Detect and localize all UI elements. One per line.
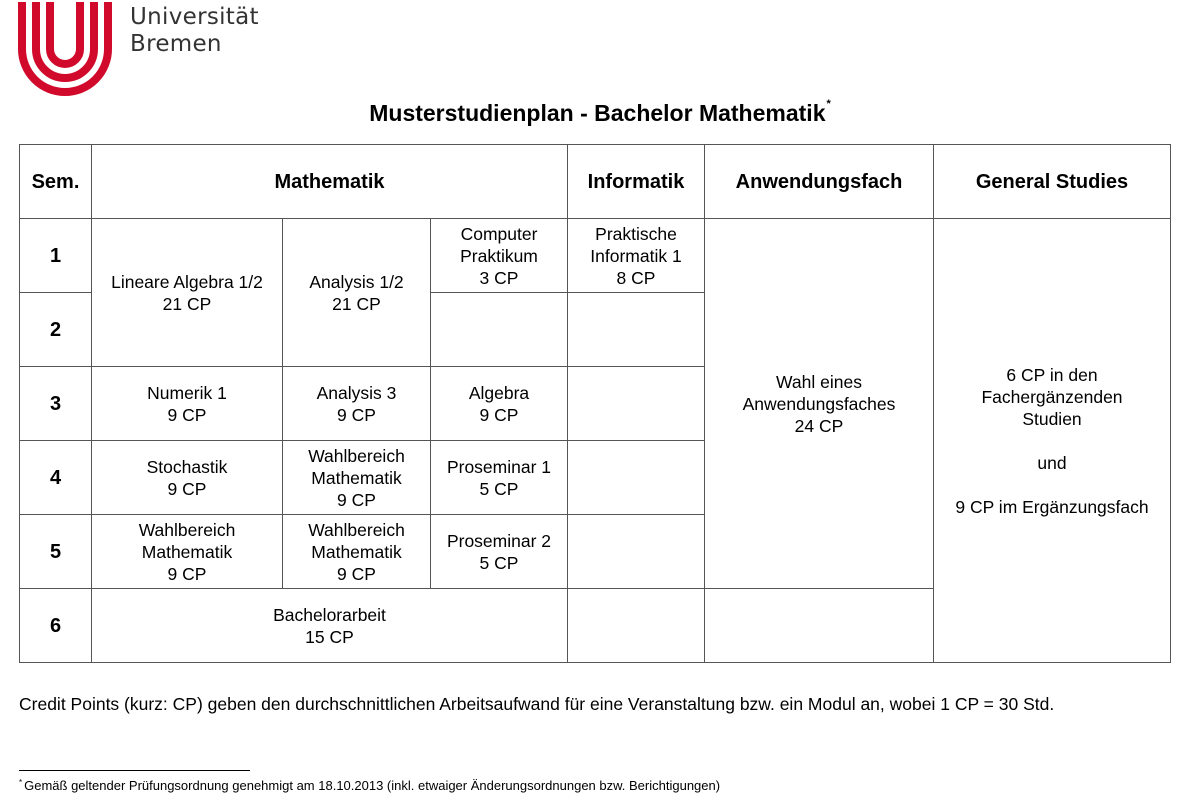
- module-cp: 9 CP: [479, 404, 519, 425]
- module-name: Praktikum: [460, 245, 538, 266]
- module-name: Anwendungsfaches: [742, 393, 896, 414]
- module-general-studies: [934, 219, 1171, 663]
- module-cp: 9 CP: [167, 563, 207, 584]
- module-analysis-3: [283, 367, 431, 441]
- module-name: Informatik 1: [590, 245, 682, 266]
- module-name: Proseminar 2: [446, 530, 552, 551]
- module-name: Bachelorarbeit: [273, 604, 386, 625]
- gs-line: 9 CP im Ergänzungsfach: [955, 496, 1149, 517]
- table-row: [20, 219, 1171, 293]
- module-algebra: [431, 367, 568, 441]
- module-lineare-algebra: [92, 219, 283, 367]
- module-name: Praktische: [595, 223, 677, 244]
- credit-points-note: Credit Points (kurz: CP) geben den durchschnittlichen Arbeitsaufwand für eine Veranstaltung bzw. ein Modul an, wobei 1 CP = 30 Std.: [19, 694, 1055, 714]
- footnote-divider: [19, 770, 250, 771]
- gs-line: Fachergänzenden: [981, 386, 1123, 407]
- footnote-marker: *: [19, 778, 23, 787]
- module-proseminar-1: [431, 441, 568, 515]
- module-cp: 9 CP: [337, 563, 376, 584]
- module-cp: 8 CP: [616, 267, 656, 288]
- module-name: Computer: [460, 223, 538, 244]
- university-name-line1: Universität: [130, 4, 259, 30]
- empty-cell: [568, 589, 705, 663]
- module-wahlbereich-4: [283, 441, 431, 515]
- module-cp: 15 CP: [305, 626, 354, 647]
- header-anwendungsfach: Anwendungsfach: [705, 145, 934, 219]
- module-praktische-informatik: [568, 219, 705, 293]
- module-cp: 3 CP: [479, 267, 519, 288]
- module-cp: 9 CP: [167, 404, 207, 425]
- module-name: Analysis 3: [316, 382, 397, 403]
- header-general-studies: General Studies: [934, 145, 1171, 219]
- module-name: Lineare Algebra 1/2: [111, 271, 263, 292]
- module-proseminar-2: [431, 515, 568, 589]
- gs-line: und: [1037, 452, 1067, 473]
- module-name: Mathematik: [141, 541, 233, 562]
- module-cp: 9 CP: [337, 404, 376, 425]
- empty-cell: [431, 293, 568, 367]
- module-name: Proseminar 1: [446, 456, 552, 477]
- university-name: [130, 4, 259, 58]
- module-analysis-1-2: [283, 219, 431, 367]
- gs-line: Studien: [1022, 408, 1082, 429]
- module-computer-praktikum: [431, 219, 568, 293]
- university-bremen-u-logo-icon: [18, 2, 112, 98]
- gs-line: 6 CP in den: [1006, 364, 1098, 385]
- page-title: [0, 100, 1200, 127]
- semester-1: 1: [20, 219, 92, 293]
- empty-cell: [568, 367, 705, 441]
- module-name: Algebra: [468, 382, 530, 403]
- title-footnote-marker: *: [826, 98, 831, 110]
- footnote-text: Gemäß geltender Prüfungsordnung genehmigt am 18.10.2013 (inkl. etwaiger Änderungsordnungen bzw. Berichtigungen): [24, 778, 721, 793]
- module-cp: 21 CP: [162, 293, 212, 314]
- module-name: Mathematik: [311, 541, 402, 562]
- module-cp: 5 CP: [479, 478, 519, 499]
- page-title-text: Musterstudienplan - Bachelor Mathematik: [369, 100, 826, 126]
- study-plan-table: [19, 144, 1171, 663]
- module-bachelorarbeit: [92, 589, 568, 663]
- module-cp: 21 CP: [332, 293, 381, 314]
- semester-2: 2: [20, 293, 92, 367]
- semester-3: 3: [20, 367, 92, 441]
- empty-cell: [705, 589, 934, 663]
- module-anwendungsfach: [705, 219, 934, 589]
- module-name: Wahl eines: [776, 371, 862, 392]
- module-cp: 5 CP: [479, 552, 519, 573]
- table-header-row: [20, 145, 1171, 219]
- module-stochastik: [92, 441, 283, 515]
- module-name: Stochastik: [146, 456, 228, 477]
- module-cp: 24 CP: [794, 415, 844, 436]
- empty-cell: [568, 515, 705, 589]
- header-informatik: Informatik: [568, 145, 705, 219]
- footnote: [19, 778, 720, 793]
- semester-5: 5: [20, 515, 92, 589]
- module-name: Mathematik: [311, 467, 402, 488]
- module-name: Numerik 1: [147, 382, 227, 403]
- header-mathematik: Mathematik: [92, 145, 568, 219]
- university-name-line2: Bremen: [130, 31, 222, 57]
- module-numerik: [92, 367, 283, 441]
- module-name: Analysis 1/2: [309, 271, 404, 292]
- module-name: Wahlbereich: [138, 519, 236, 540]
- semester-6: 6: [20, 589, 92, 663]
- module-wahlbereich-5a: [92, 515, 283, 589]
- module-wahlbereich-5b: [283, 515, 431, 589]
- module-name: Wahlbereich: [308, 445, 405, 466]
- header-sem: Sem.: [20, 145, 92, 219]
- empty-cell: [568, 293, 705, 367]
- module-cp: 9 CP: [167, 478, 207, 499]
- empty-cell: [568, 441, 705, 515]
- module-name: Wahlbereich: [308, 519, 405, 540]
- module-cp: 9 CP: [337, 489, 376, 510]
- semester-4: 4: [20, 441, 92, 515]
